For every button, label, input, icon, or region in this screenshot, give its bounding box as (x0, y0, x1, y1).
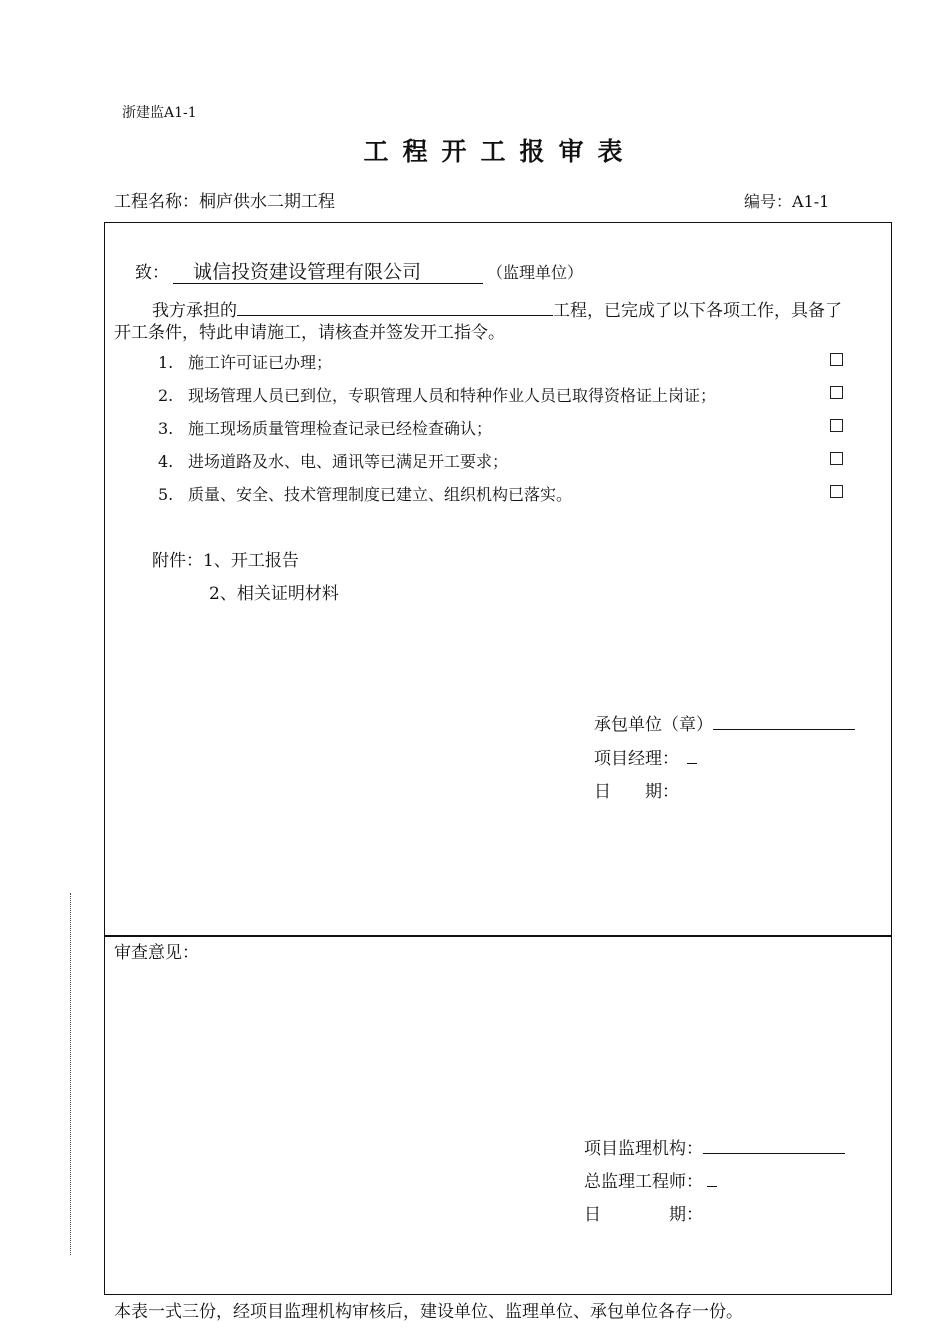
checklist-text: 现场管理人员已到位，专职管理人员和特种作业人员已取得资格证上岗证； (188, 386, 717, 405)
project-manager-label: 项目经理： (594, 749, 679, 769)
checklist-number: 2. (158, 386, 174, 405)
project-name-label: 工程名称： (114, 192, 199, 212)
chief-engineer-field[interactable] (707, 1170, 717, 1187)
attachment-item: 2、相关证明材料 (209, 584, 339, 604)
intro-text-part2: 工程，已完成了以下各项工作，具备了 (553, 301, 842, 321)
intro-text-part1: 我方承担的 (152, 301, 237, 321)
checklist-item (158, 482, 572, 505)
contractor-unit-field[interactable] (713, 713, 855, 730)
attachments-row (152, 546, 299, 571)
checklist-text: 施工许可证已办理； (188, 353, 333, 372)
project-name-value: 桐庐供水二期工程 (199, 192, 335, 212)
recipient-prefix: 致： (135, 263, 169, 283)
checkbox[interactable] (830, 353, 843, 366)
checklist-number: 1. (158, 353, 174, 372)
checklist-number: 4. (158, 452, 174, 471)
supervision-agency-field[interactable] (703, 1137, 845, 1154)
checklist-text: 质量、安全、技术管理制度已建立、组织机构已落实。 (188, 485, 573, 504)
checklist-item (158, 383, 716, 406)
checkbox[interactable] (830, 386, 843, 399)
checklist-item (158, 449, 508, 472)
page-title: 工程开工报审表 (363, 137, 637, 166)
serial-number-row (744, 189, 829, 212)
review-opinion-label: 审查意见： (114, 943, 199, 963)
project-manager-row (594, 744, 697, 769)
recipient-row (135, 258, 583, 284)
checkbox[interactable] (830, 452, 843, 465)
recipient-field[interactable]: 诚信投资建设管理有限公司 (173, 261, 483, 284)
attachments-label: 附件： (152, 551, 203, 571)
recipient-suffix: （监理单位） (487, 263, 584, 282)
checklist-item (158, 350, 332, 373)
checkbox[interactable] (830, 485, 843, 498)
checklist-number: 3. (158, 419, 174, 438)
project-blank-field[interactable] (237, 299, 553, 316)
contractor-unit-label: 承包单位（章） (594, 715, 713, 735)
form-code: 浙建监A1-1 (122, 105, 197, 121)
checklist-text: 施工现场质量管理检查记录已经检查确认； (188, 419, 493, 438)
review-date-row: 日 期： (584, 1205, 703, 1225)
supervision-agency-label: 项目监理机构： (584, 1139, 703, 1159)
supervision-agency-row (584, 1134, 845, 1159)
serial-number-label: 编号： (744, 192, 793, 211)
checklist-text: 进场道路及水、电、通讯等已满足开工要求； (188, 452, 509, 471)
contractor-date-row: 日 期： (594, 782, 679, 802)
attachment-item: 1、开工报告 (203, 551, 299, 571)
checklist-item (158, 416, 492, 439)
review-section (104, 935, 892, 1295)
footer-note: 本表一式三份，经项目监理机构审核后，建设单位、监理单位、承包单位各存一份。 (114, 1302, 743, 1322)
checklist-number: 5. (158, 485, 174, 504)
intro-line-2: 开工条件，特此申请施工，请核查并签发开工指令。 (114, 323, 505, 343)
chief-engineer-row (584, 1167, 717, 1192)
chief-engineer-label: 总监理工程师： (584, 1172, 703, 1192)
project-name-row (114, 187, 335, 212)
checkbox[interactable] (830, 419, 843, 432)
contractor-unit-row (594, 710, 855, 735)
binding-margin-line (70, 893, 71, 1255)
project-manager-field[interactable] (687, 747, 697, 764)
serial-number-value: A1-1 (792, 192, 830, 211)
